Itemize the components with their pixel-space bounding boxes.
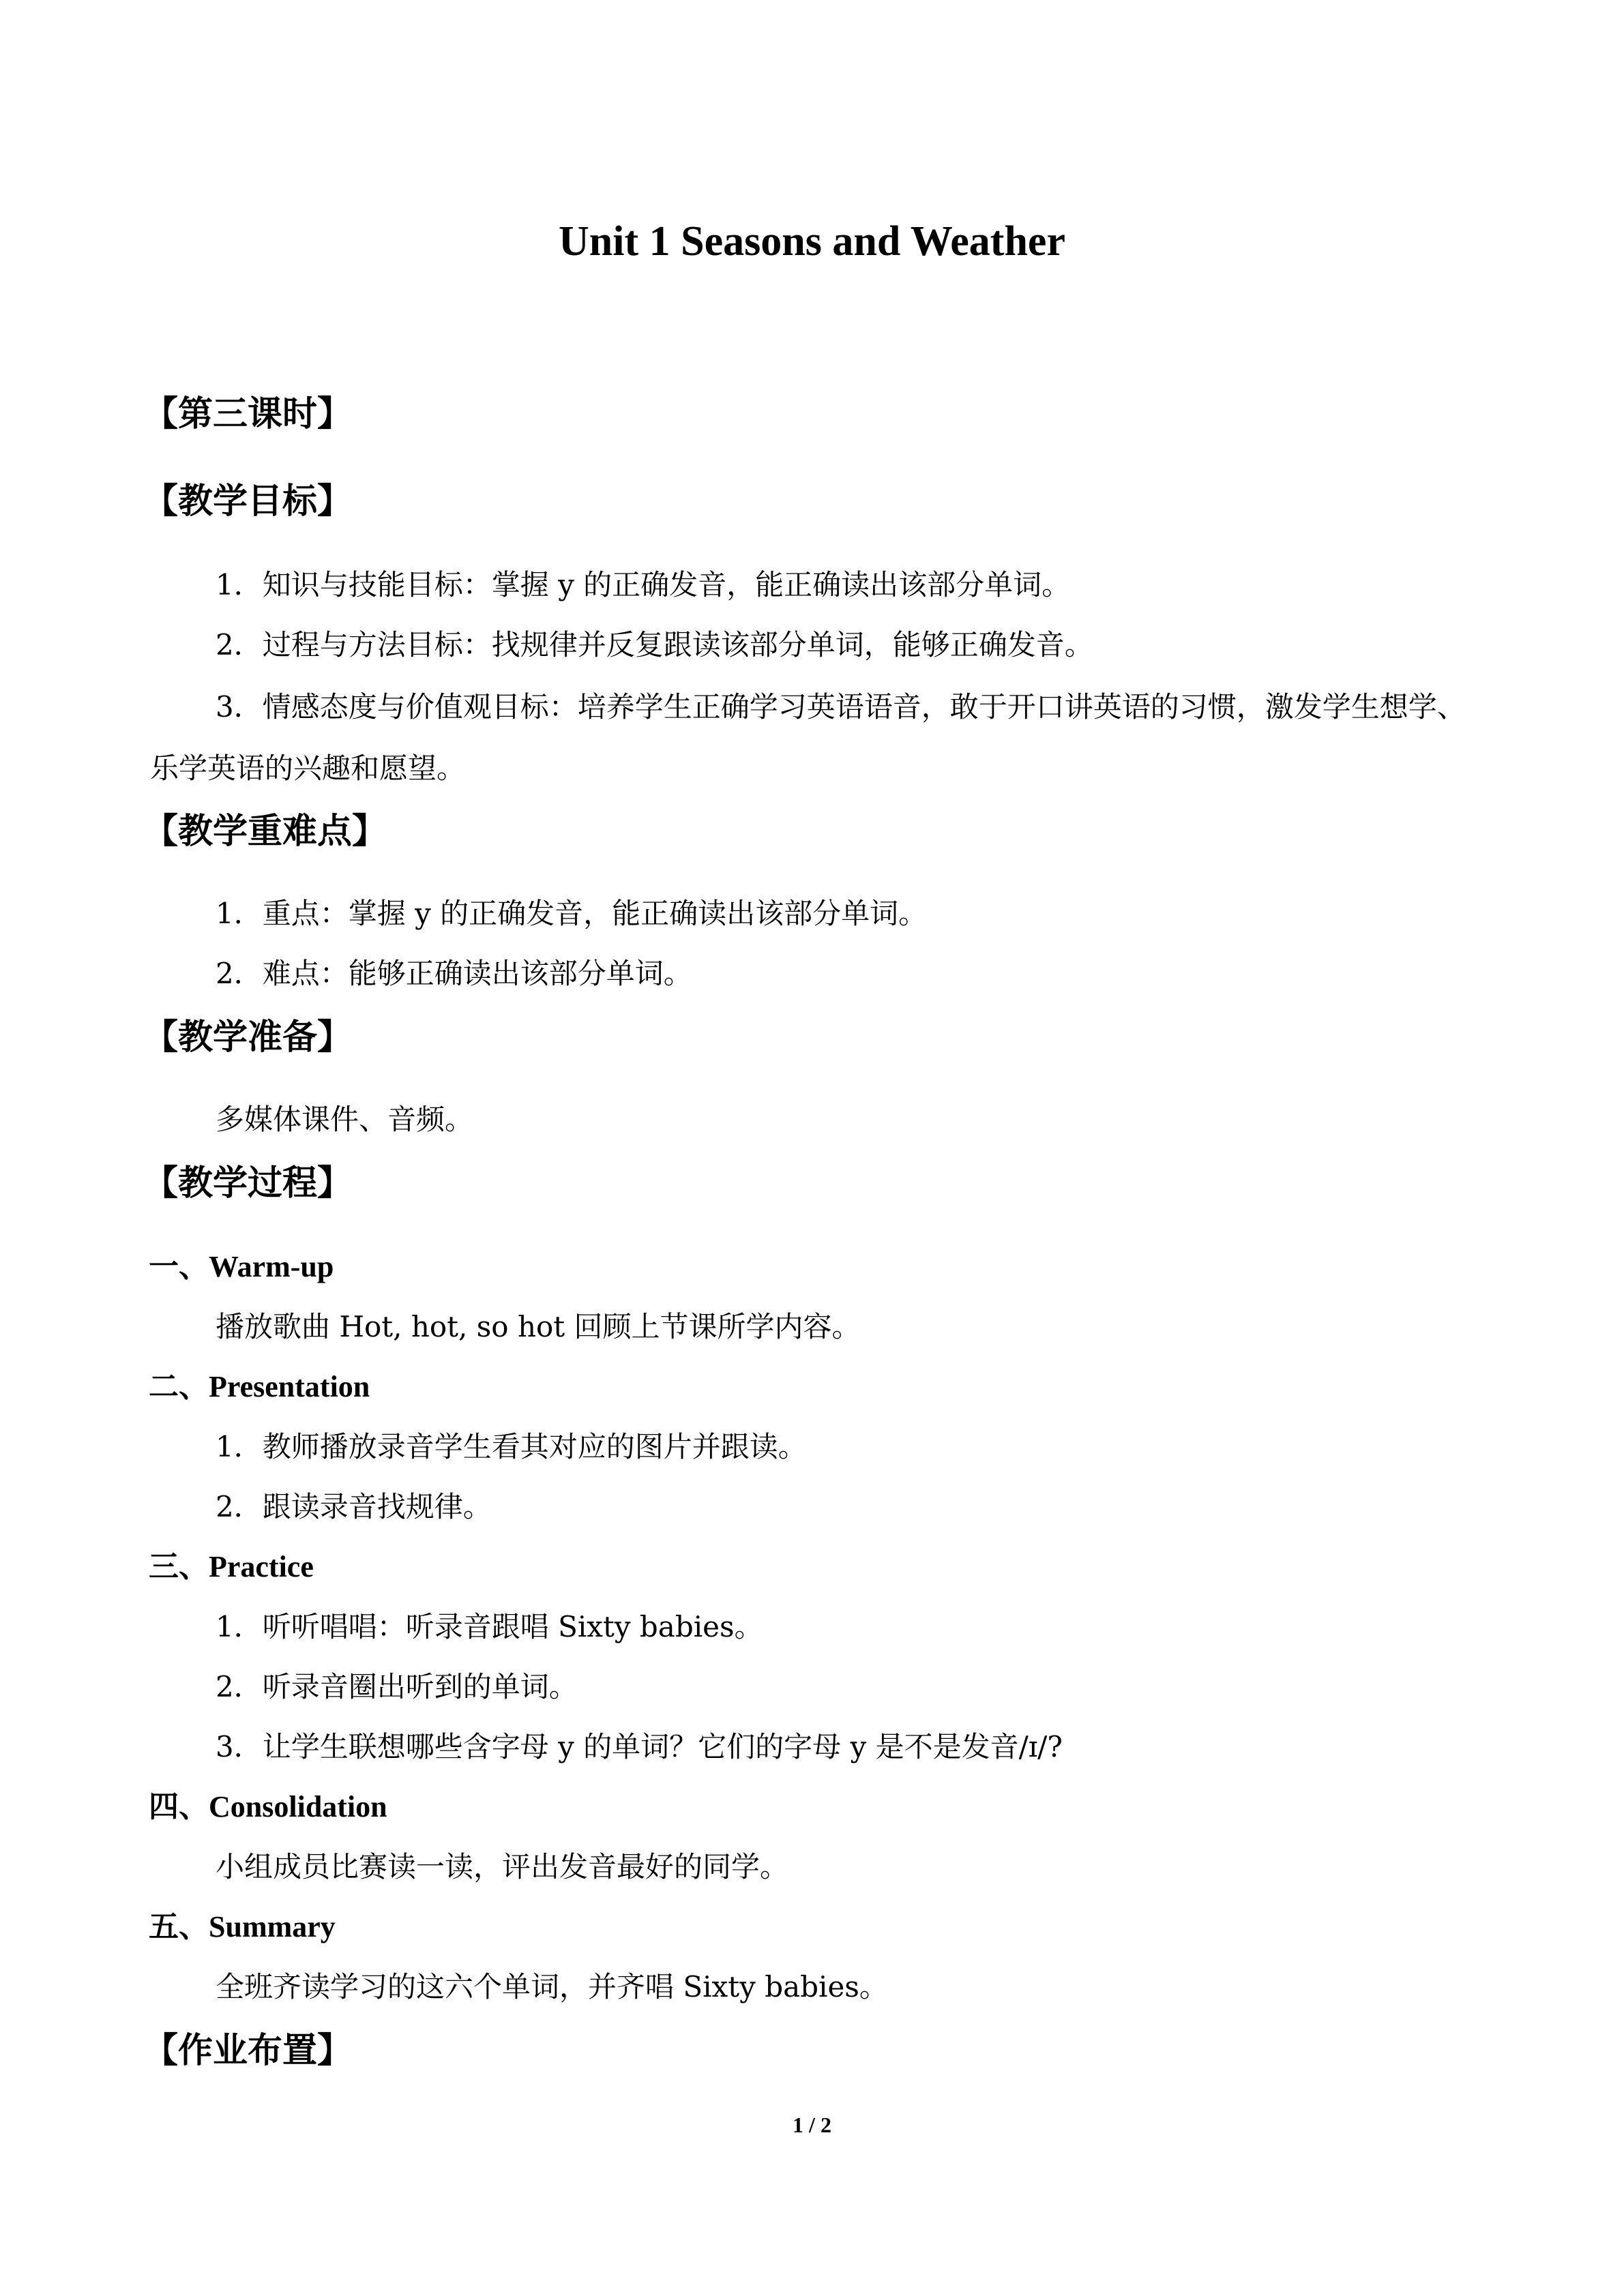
preparation-heading: 【教学准备】 [143, 1017, 353, 1058]
page-number: 1 / 2 [793, 2113, 831, 2137]
presentation-line-2: 2．跟读录音找规律。 [216, 1490, 492, 1523]
document-title: Unit 1 Seasons and Weather [559, 218, 1065, 265]
period-heading: 【第三课时】 [143, 394, 353, 434]
practice-line-1: 1．听听唱唱：听录音跟唱 Sixty babies。 [216, 1610, 763, 1643]
consolidation-line-1: 小组成员比赛读一读，评出发音最好的同学。 [216, 1850, 789, 1883]
section-summary: 五、Summary [149, 1910, 336, 1943]
homework-heading: 【作业布置】 [143, 2031, 353, 2071]
objectives-heading: 【教学目标】 [143, 481, 353, 522]
section-consolidation: 四、Consolidation [149, 1790, 387, 1823]
presentation-line-1: 1．教师播放录音学生看其对应的图片并跟读。 [216, 1430, 807, 1463]
objective-item-1: 1．知识与技能目标：掌握 y 的正确发音，能正确读出该部分单词。 [216, 568, 1071, 601]
section-practice: 三、Practice [149, 1550, 314, 1583]
objective-item-2: 2．过程与方法目标：找规律并反复跟读该部分单词，能够正确发音。 [216, 628, 1093, 661]
warm-up-line-1: 播放歌曲 Hot, hot, so hot 回顾上节课所学内容。 [216, 1310, 861, 1343]
process-heading: 【教学过程】 [143, 1163, 353, 1204]
key-point-item-1: 1．重点：掌握 y 的正确发音，能正确读出该部分单词。 [216, 897, 928, 930]
objective-item-3: 3．情感态度与价值观目标：培养学生正确学习英语语音，敢于开口讲英语的习惯，激发学生想学、乐学英语的兴趣和愿望。 [150, 690, 1466, 785]
practice-line-2: 2．听录音圈出听到的单词。 [216, 1670, 578, 1703]
practice-line-3: 3．让学生联想哪些含字母 y 的单词？它们的字母 y 是不是发音/ɪ/? [216, 1730, 1063, 1763]
key-point-item-2: 2．难点：能够正确读出该部分单词。 [216, 957, 692, 990]
key-points-heading: 【教学重难点】 [143, 811, 387, 852]
preparation-text: 多媒体课件、音频。 [216, 1103, 474, 1136]
section-presentation: 二、Presentation [149, 1370, 370, 1403]
section-warm-up: 一、Warm-up [149, 1250, 334, 1283]
summary-line-1: 全班齐读学习的这六个单词，并齐唱 Sixty babies。 [216, 1970, 888, 2003]
